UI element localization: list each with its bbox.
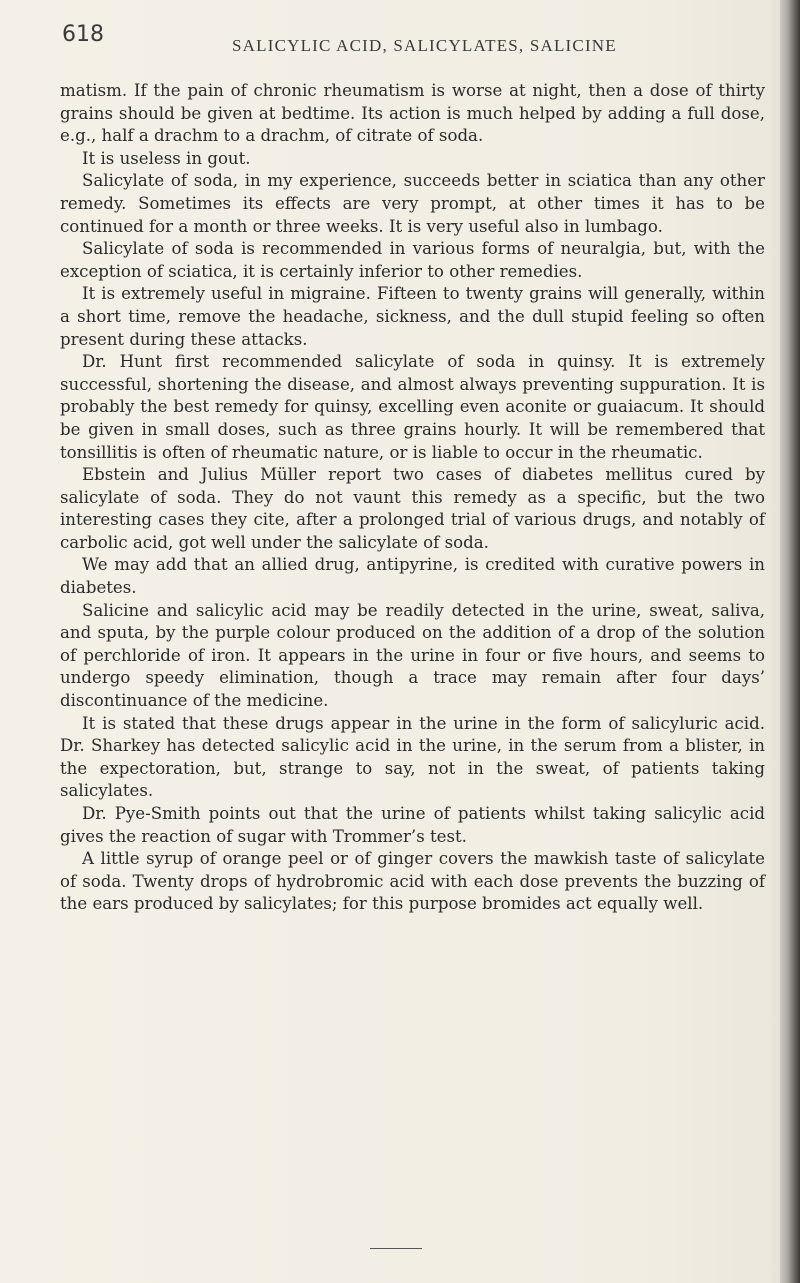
paragraph: It is useless in gout. (82, 148, 251, 168)
paragraph: Dr. Hunt first recommended salicylate of soda in quinsy. It is extremely successful, shortening the disease, and almost always preventing suppuration. It is probably the best remedy for quinsy, excelling even aconite or guaiacum. It should be given in small doses, such as three grains hourly. It will be remembered that tonsillitis is often of rheumatic nature, or is liable to occur in the rheumatic. (60, 352, 765, 462)
page-number: 618 (62, 22, 104, 47)
paragraph: Salicylate of soda is recommended in various forms of neuralgia, but, with the exception of sciatica, it is certainly inferior to other remedies. (60, 239, 765, 281)
paragraph: matism. If the pain of chronic rheumatism is worse at night, then a dose of thirty grains should be given at bedtime. Its action is much helped by adding a full dose, e.g., half a drachm to a drachm, of citrate of soda. (60, 81, 765, 146)
paragraph: Ebstein and Julius Müller report two cases of diabetes mellitus cured by salicylate of soda. They do not vaunt this remedy as a specific, but the two interesting cases they cite, after a prolonged trial of various drugs, and notably of carbolic acid, got well under the salicylate of soda. (60, 465, 765, 552)
running-head: SALICYLIC ACID, SALICYLATES, SALICINE (232, 36, 617, 55)
body-text (60, 80, 765, 916)
paragraph: Dr. Pye-Smith points out that the urine of patients whilst taking salicylic acid gives the reaction of sugar with Trommer’s test. (60, 804, 765, 846)
paragraph: We may add that an allied drug, antipyrine, is credited with curative powers in diabetes. (60, 555, 765, 598)
page-header (62, 14, 762, 54)
paragraph: It is stated that these drugs appear in the urine in the form of salicyluric acid. Dr. Sharkey has detected salicylic acid in the urine, in the serum from a blister, in the expectoration, but, strange to say, not in the sweat, of patients taking salicylates. (60, 713, 765, 801)
paragraph: It is extremely useful in migraine. Fifteen to twenty grains will generally, within a short time, remove the headache, sickness, and the dull stupid feeling so often present during these attacks. (60, 284, 765, 349)
page-binding-edge (780, 0, 800, 1283)
section-end-rule (370, 1248, 422, 1249)
paragraph: Salicylate of soda, in my experience, succeeds better in sciatica than any other remedy. Sometimes its effects are very prompt, at other times it has to be continued for a month or three weeks. It is very useful also in lumbago. (60, 171, 765, 236)
paragraph: Salicine and salicylic acid may be readily detected in the urine, sweat, saliva, and sputa, by the purple colour produced on the addition of a drop of the solution of perchloride of iron. It appears in the urine in four or five hours, and seems to undergo speedy elimination, though a trace may remain after four days’ discontinuance of the medicine. (60, 600, 765, 711)
paragraph: A little syrup of orange peel or of ginger covers the mawkish taste of salicylate of soda. Twenty drops of hydrobromic acid with each dose prevents the buzzing of the ears produced by salicylates; for this purpose bromides act equally well. (60, 849, 765, 914)
